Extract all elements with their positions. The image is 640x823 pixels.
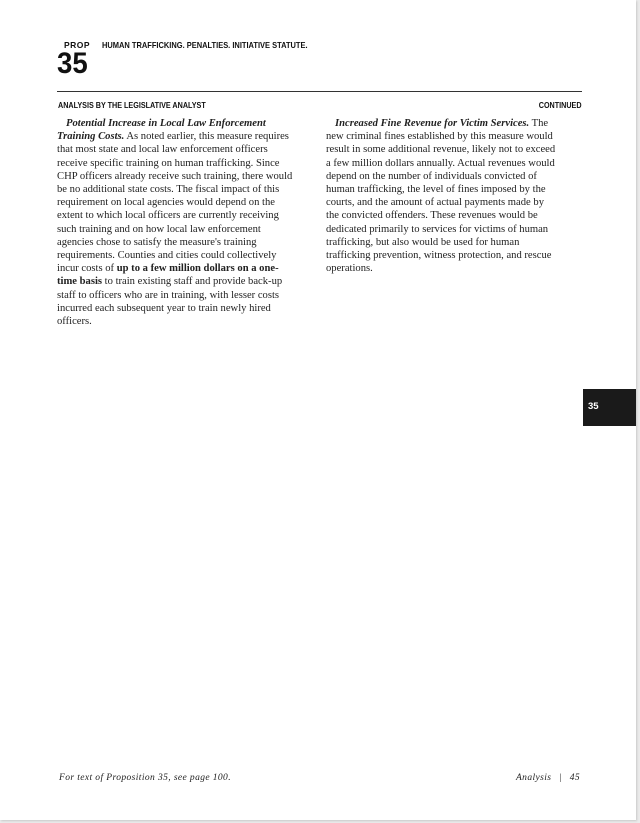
side-tab — [583, 389, 636, 426]
subheading: Training Costs. — [57, 131, 125, 143]
subheading: Potential Increase in Local Law Enforcement — [66, 118, 266, 129]
body-text: incur costs of — [57, 263, 117, 275]
page-number: 45 — [569, 773, 580, 783]
text-line: be no additional state costs. The fiscal impact of this — [57, 184, 280, 196]
text-line: CHP officers already receive such training, there would — [57, 170, 293, 182]
header-rule — [57, 91, 582, 92]
proposition-title: HUMAN TRAFFICKING. PENALTIES. INITIATIVE STATUTE. — [102, 40, 308, 50]
text-line: operations. — [326, 263, 373, 275]
continued-label: CONTINUED — [539, 101, 582, 110]
prop-label: PROP — [64, 40, 91, 50]
section-heading: ANALYSIS BY THE LEGISLATIVE ANALYST — [58, 101, 206, 110]
text-line: the convicted offenders. These revenues would be — [326, 210, 538, 222]
text-line: human trafficking, the level of fines imposed by the — [326, 184, 546, 196]
side-tab-number: 35 — [588, 401, 599, 412]
text-line — [57, 130, 313, 143]
text-line: requirements. Counties and cities could collectively — [57, 250, 277, 262]
text-line: dedicated primarily to services for victims of human — [326, 223, 549, 235]
text-line: trafficking prevention, witness protection, and rescue — [326, 250, 552, 262]
right-column — [326, 117, 581, 275]
subheading: Increased Fine Revenue for Victim Services. — [335, 118, 530, 129]
text-line: officers. — [57, 316, 92, 328]
emphasis-text: up to a few million dollars on a one- — [116, 263, 279, 275]
text-line: incurred each subsequent year to train newly hired — [57, 302, 271, 314]
text-line: that most state and local law enforcement officers — [57, 144, 268, 156]
text-line — [57, 275, 313, 288]
left-column — [57, 117, 313, 328]
emphasis-text: time basis — [57, 276, 103, 288]
text-line: new criminal fines established by this measure would — [326, 131, 553, 143]
body-text: As noted earlier, this measure requires — [124, 131, 289, 143]
body-text: to train existing staff and provide back-up — [102, 276, 283, 288]
text-line: requirement on local agencies would depend on the — [57, 197, 275, 209]
text-line: such training and on how local law enforcement — [57, 223, 261, 235]
text-line: courts, and the amount of actual payments made by — [326, 197, 544, 209]
prop-number: 35 — [57, 47, 88, 80]
footer-section-label: Analysis — [515, 773, 552, 783]
footer-reference: For text of Proposition 35, see page 100. — [59, 773, 231, 783]
text-line — [57, 262, 313, 275]
text-line: depend on the number of individuals convicted of — [326, 170, 537, 182]
text-line: result in some additional revenue, likely not to exceed — [326, 144, 556, 156]
text-line: agencies chose to satisfy the measure's training — [57, 236, 257, 248]
text-line — [57, 117, 313, 130]
text-line: a few million dollars annually. Actual revenues would — [326, 157, 555, 169]
text-line — [326, 117, 581, 130]
text-line: trafficking, but also would be used for human — [326, 236, 520, 248]
text-line: staff to officers who are in training, with lesser costs — [57, 289, 280, 301]
footer-separator: | — [559, 773, 562, 783]
text-line: receive specific training on human trafficking. Since — [57, 157, 280, 169]
footer-page-info — [516, 773, 580, 783]
text-line: extent to which local officers are currently receiving — [57, 210, 279, 222]
body-text: The — [529, 118, 549, 129]
